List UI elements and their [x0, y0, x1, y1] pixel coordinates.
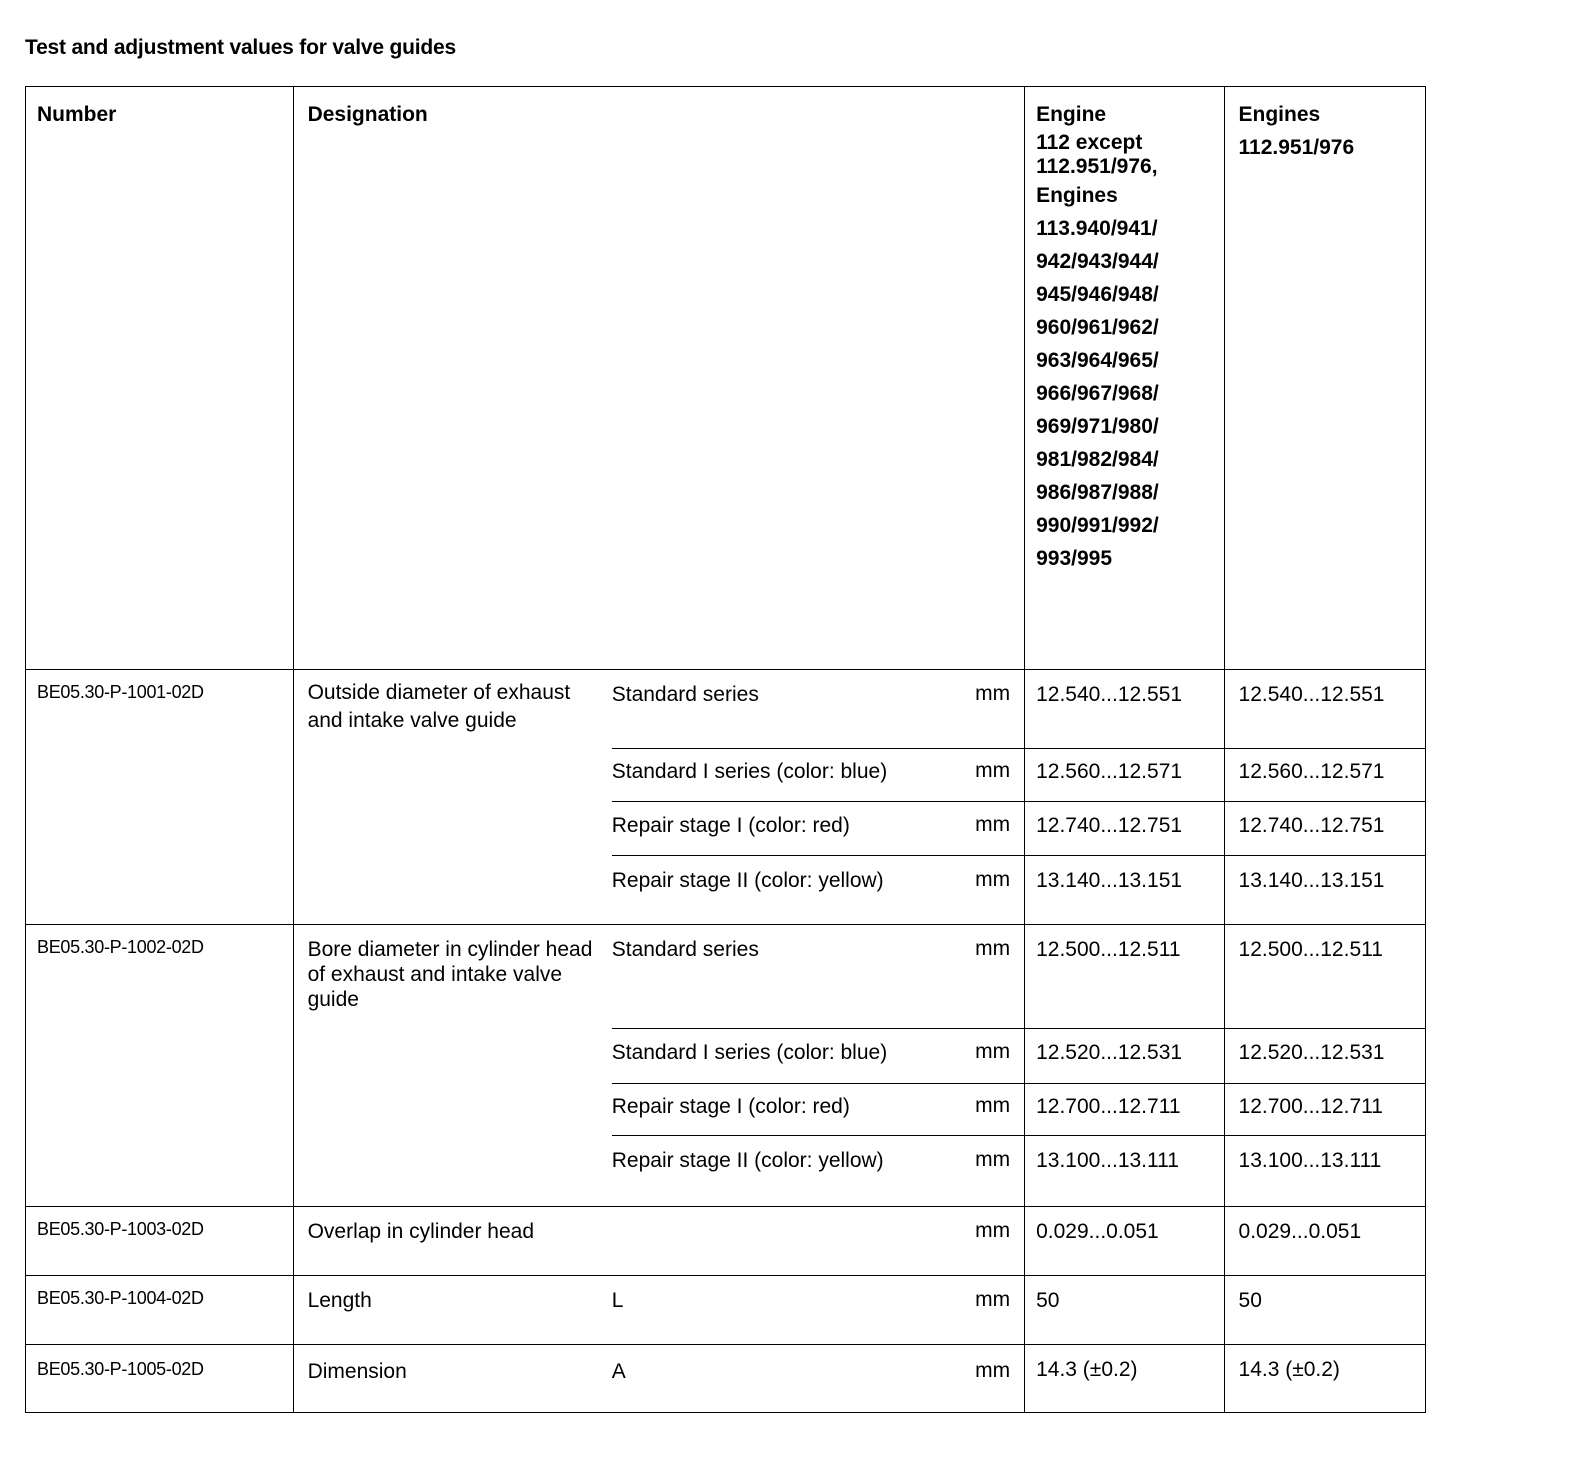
row-sub	[612, 1207, 962, 1276]
table-row	[26, 670, 1426, 749]
row-value-engine-1: 12.520...12.531	[1025, 1029, 1224, 1084]
row-value-engine-1: 14.3 (±0.2)	[1025, 1345, 1224, 1413]
row-unit: mm	[961, 670, 1024, 749]
page-title: Test and adjustment values for valve guides	[25, 36, 456, 59]
row-value-engine-2: 13.140...13.151	[1224, 856, 1425, 925]
row-value-engine-1: 13.100...13.111	[1025, 1136, 1224, 1207]
row-sub: Standard series	[612, 670, 962, 749]
row-value-engine-1: 12.740...12.751	[1025, 802, 1224, 856]
row-sub: L	[612, 1276, 962, 1345]
row-number: BE05.30-P-1004-02D	[26, 1276, 294, 1345]
row-value-engine-2: 50	[1224, 1276, 1425, 1345]
header-number: Number	[26, 87, 294, 670]
row-designation: Length	[293, 1276, 612, 1345]
row-unit: mm	[961, 1207, 1024, 1276]
row-unit: mm	[961, 856, 1024, 925]
row-sub: Repair stage I (color: red)	[612, 1084, 962, 1136]
row-value-engine-2: 12.520...12.531	[1224, 1029, 1425, 1084]
row-number: BE05.30-P-1002-02D	[26, 925, 294, 1207]
row-unit: mm	[961, 1136, 1024, 1207]
header-engine-2: Engines 112.951/976	[1224, 87, 1425, 670]
row-value-engine-1: 0.029...0.051	[1025, 1207, 1224, 1276]
table-row	[26, 1207, 1426, 1276]
row-value-engine-1: 12.500...12.511	[1025, 925, 1224, 1029]
row-sub: Repair stage I (color: red)	[612, 802, 962, 856]
row-value-engine-1: 50	[1025, 1276, 1224, 1345]
row-unit: mm	[961, 802, 1024, 856]
row-value-engine-2: 12.500...12.511	[1224, 925, 1425, 1029]
row-value-engine-1: 12.560...12.571	[1025, 749, 1224, 802]
row-value-engine-1: 12.540...12.551	[1025, 670, 1224, 749]
row-value-engine-2: 14.3 (±0.2)	[1224, 1345, 1425, 1413]
row-designation: Outside diameter of exhaust and intake valve guide	[293, 670, 612, 925]
row-designation: Overlap in cylinder head	[293, 1207, 612, 1276]
valve-guide-table	[25, 86, 1426, 1413]
row-unit: mm	[961, 1084, 1024, 1136]
row-value-engine-2: 13.100...13.111	[1224, 1136, 1425, 1207]
row-value-engine-1: 13.140...13.151	[1025, 856, 1224, 925]
row-value-engine-2: 12.700...12.711	[1224, 1084, 1425, 1136]
row-sub: Repair stage II (color: yellow)	[612, 1136, 962, 1207]
row-sub: Standard I series (color: blue)	[612, 749, 962, 802]
row-value-engine-2: 12.540...12.551	[1224, 670, 1425, 749]
row-value-engine-2: 12.560...12.571	[1224, 749, 1425, 802]
row-sub: Repair stage II (color: yellow)	[612, 856, 962, 925]
row-designation: Bore diameter in cylinder head of exhaust and intake valve guide	[293, 925, 612, 1207]
row-unit: mm	[961, 925, 1024, 1029]
row-sub: Standard series	[612, 925, 962, 1029]
row-unit: mm	[961, 1276, 1024, 1345]
header-row	[26, 87, 1426, 670]
row-sub: A	[612, 1345, 962, 1413]
row-sub: Standard I series (color: blue)	[612, 1029, 962, 1084]
row-unit: mm	[961, 1029, 1024, 1084]
row-number: BE05.30-P-1005-02D	[26, 1345, 294, 1413]
row-value-engine-1: 12.700...12.711	[1025, 1084, 1224, 1136]
row-designation: Dimension	[293, 1345, 612, 1413]
table-row	[26, 1345, 1426, 1413]
row-unit: mm	[961, 749, 1024, 802]
table-row	[26, 925, 1426, 1029]
header-designation: Designation	[293, 87, 1025, 670]
header-engine-1: Engine 112 except 112.951/976, Engines 113.940/941/ 942/943/944/ 945/946/948/ 960/961/962/ 963/964/965/ 966/967/968/ 969/971/980/ 981/982/984/ 986/987/988/ 990/991/992/ 993/995	[1025, 87, 1224, 670]
row-unit: mm	[961, 1345, 1024, 1413]
row-value-engine-2: 0.029...0.051	[1224, 1207, 1425, 1276]
row-value-engine-2: 12.740...12.751	[1224, 802, 1425, 856]
row-number: BE05.30-P-1001-02D	[26, 670, 294, 925]
row-number: BE05.30-P-1003-02D	[26, 1207, 294, 1276]
table-row	[26, 1276, 1426, 1345]
